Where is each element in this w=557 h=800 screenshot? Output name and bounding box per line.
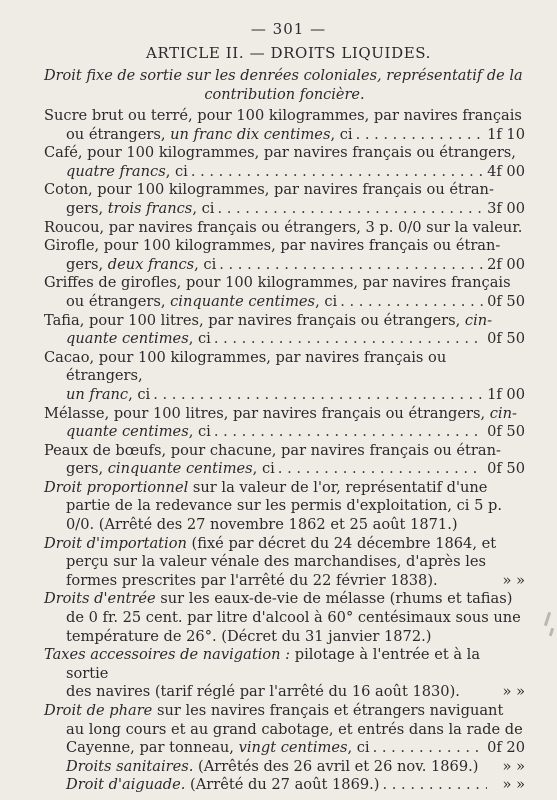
entry-leader-line	[66, 460, 525, 479]
dot-leader	[275, 460, 483, 479]
paragraph-text: pilotage à l'entrée et à la sortie	[66, 646, 481, 682]
entry-text: Girofle, pour 100 kilogrammes, par navires français ou étran-	[44, 237, 501, 255]
paragraph-taxes-navigation	[44, 646, 525, 702]
entry-text: Mélasse, pour 100 litres, par navires français ou étrangers,	[44, 404, 490, 422]
entry-amount: 0f 50	[487, 292, 525, 310]
dot-leader	[188, 163, 483, 182]
dot-leader	[211, 330, 483, 349]
entry-text: Peaux de bœufs, pour chacune, par navires français ou étran-	[44, 441, 501, 459]
paragraph-droit-proportionnel	[44, 479, 525, 535]
entry-leader-line	[66, 200, 525, 219]
entry-text: Coton, pour 100 kilogrammes, par navires français ou étran-	[44, 181, 494, 199]
duty-entry-coton	[44, 181, 525, 218]
entry-text: , ci	[315, 292, 338, 310]
dot-leader	[216, 256, 483, 275]
entry-text: , ci	[330, 125, 353, 143]
entry-amount-words: quatre francs	[66, 162, 166, 180]
entry-amount: 2f 00	[487, 255, 525, 273]
entry-amount-words: cin-	[489, 404, 517, 422]
duty-entry-sucre	[44, 107, 525, 144]
dot-leader	[353, 126, 484, 145]
entry-text: Griffes de girofles, pour 100 kilogrammes, par navires français	[44, 274, 511, 292]
entry-amount-words: quante centimes	[66, 423, 189, 441]
entry-leader-line	[66, 163, 525, 182]
entry-amount: 0f 50	[487, 423, 525, 441]
entry-text: , ci	[165, 162, 188, 180]
entry-text: , ci	[252, 460, 275, 478]
entry-amount-words: vingt centimes	[238, 739, 348, 757]
entry-text: , ci	[188, 423, 211, 441]
duty-entry-girofle	[44, 237, 525, 274]
paragraph-text: (fixé par décret du 24 décembre 1864, et perçu sur la valeur vénale des marchandises, d'après les formes prescrites par l'arrêté du 22 février 1838).	[66, 534, 497, 589]
entry-amount-words: quante centimes	[66, 330, 189, 348]
entry-leader-line	[66, 126, 525, 145]
paragraph-text: sur les navires français et étrangers naviguant au long cours et au grand cabotage, et entrés dans la rade de	[66, 702, 523, 738]
entry-amount-words: cinquante centimes	[170, 292, 316, 310]
entry-amount-words: cin-	[464, 311, 493, 329]
paragraph-text: des navires (tarif réglé par l'arrêté du 16 août 1830).	[66, 683, 460, 701]
entry-leader-line	[66, 423, 525, 442]
entry-text: Cacao, pour 100 kilogrammes, par navires français ou étrangers,	[44, 348, 447, 385]
paragraph-lead: Droit proportionnel	[44, 478, 189, 496]
article-heading: ARTICLE II. — DROITS LIQUIDES.	[146, 44, 431, 62]
entry-text: gers,	[66, 199, 108, 217]
paragraph-droits-sanitaires	[44, 758, 525, 777]
paragraph-text: , ci	[347, 739, 370, 757]
entry-amount: 1f 10	[487, 125, 525, 143]
entry-text: gers,	[66, 255, 108, 273]
entry-amount: » »	[502, 776, 525, 794]
paragraph-lead: Droits sanitaires.	[66, 757, 194, 775]
paragraph-text: sur les eaux-de-vie de mélasse (rhums et tafias) de 0 fr. 25 cent. par litre d'alcool à 60° centésimaux sous une température de 26°. (Décret du 31 janvier 1872.)	[66, 590, 521, 645]
duty-entry-roucou	[44, 219, 525, 238]
paragraph-droits-entree	[44, 590, 525, 646]
entry-text: , ci	[194, 255, 217, 273]
entry-amount: 0f 20	[487, 739, 525, 757]
entry-amount: 3f 00	[487, 199, 525, 217]
entry-amount: » »	[502, 757, 525, 775]
dot-leader	[337, 293, 483, 312]
entry-leader-line	[66, 330, 525, 349]
dot-leader	[214, 200, 483, 219]
entry-leader-line	[66, 293, 525, 312]
paragraph-text: (Arrêté du 27 août 1869.)	[185, 776, 380, 794]
paragraph-text: Cayenne, par tonneau,	[66, 739, 239, 757]
entry-leader-line	[66, 683, 525, 702]
entry-text: , ci	[192, 199, 215, 217]
duty-entry-cafe	[44, 144, 525, 181]
page-number: — 301 —	[250, 20, 327, 38]
entry-text: , ci	[188, 330, 211, 348]
entry-text: Tafia, pour 100 litres, par navires français ou étrangers,	[44, 311, 465, 329]
dot-leader	[370, 739, 484, 758]
intro-line-2: contribution foncière.	[204, 86, 365, 103]
duty-entry-peaux	[44, 442, 525, 479]
duty-entry-cacao	[44, 349, 525, 405]
paragraph-lead: Taxes accessoires de navigation :	[44, 646, 291, 664]
entry-amount: 1f 00	[487, 385, 525, 403]
dot-leader	[211, 423, 483, 442]
duty-entry-melasse	[44, 405, 525, 442]
entry-amount-words: un franc dix centimes	[170, 125, 331, 143]
paragraph-lead: Droit d'aiguade.	[66, 776, 186, 794]
paragraph-droit-importation	[44, 535, 525, 591]
entry-amount: 0f 50	[487, 330, 525, 348]
duty-entry-tafia	[44, 312, 525, 349]
paragraph-lead: Droit de phare	[44, 702, 153, 719]
entry-leader-line	[66, 758, 525, 777]
entry-amount: 4f 00	[487, 162, 525, 180]
entry-text: Café, pour 100 kilogrammes, par navires français ou étrangers,	[44, 144, 516, 162]
paragraph-text: (Arrêtés des 26 avril et 26 nov. 1869.)	[193, 757, 479, 775]
entry-text: , ci	[128, 385, 151, 403]
entry-amount-words: un franc	[66, 385, 129, 403]
paragraph-text: sur la valeur de l'or, représentatif d'une partie de la redevance sur les permis d'exploitation, ci 5 p. 0/0. (Arrêté des 27 novembre 1862 et 25 août 1871.)	[66, 478, 502, 534]
dot-leader	[379, 776, 487, 795]
intro-line-1: Droit fixe de sortie sur les denrées coloniales, représentatif de la	[44, 68, 523, 84]
entry-leader-line	[66, 776, 525, 795]
intro-paragraph	[44, 67, 525, 104]
entry-text: gers,	[66, 460, 108, 478]
entry-amount-words: cinquante centimes	[107, 460, 253, 478]
entry-text: ou étrangers,	[66, 125, 171, 143]
entry-text: Roucou, par navires français ou étrangers, 3 p. 0/0 sur la valeur.	[44, 218, 523, 236]
entry-amount: » »	[502, 683, 525, 701]
dot-leader	[150, 386, 483, 405]
entry-leader-line	[66, 386, 525, 405]
duty-entry-griffes	[44, 274, 525, 311]
entry-leader-line	[66, 256, 525, 275]
paragraph-lead: Droits d'entrée	[44, 590, 156, 608]
entry-amount: 0f 50	[487, 460, 525, 478]
entry-text: Sucre brut ou terré, pour 100 kilogrammes, par navires français	[44, 107, 522, 124]
entry-amount-words: deux francs	[107, 255, 195, 273]
entry-text: ou étrangers,	[66, 292, 171, 310]
entry-leader-line	[66, 739, 525, 758]
entry-amount: » »	[502, 571, 525, 589]
paragraph-droit-aiguade	[44, 776, 525, 795]
paragraph-droit-phare	[44, 702, 525, 758]
paragraph-lead: Droit d'importation	[44, 534, 187, 552]
entry-amount-words: trois francs	[107, 199, 193, 217]
